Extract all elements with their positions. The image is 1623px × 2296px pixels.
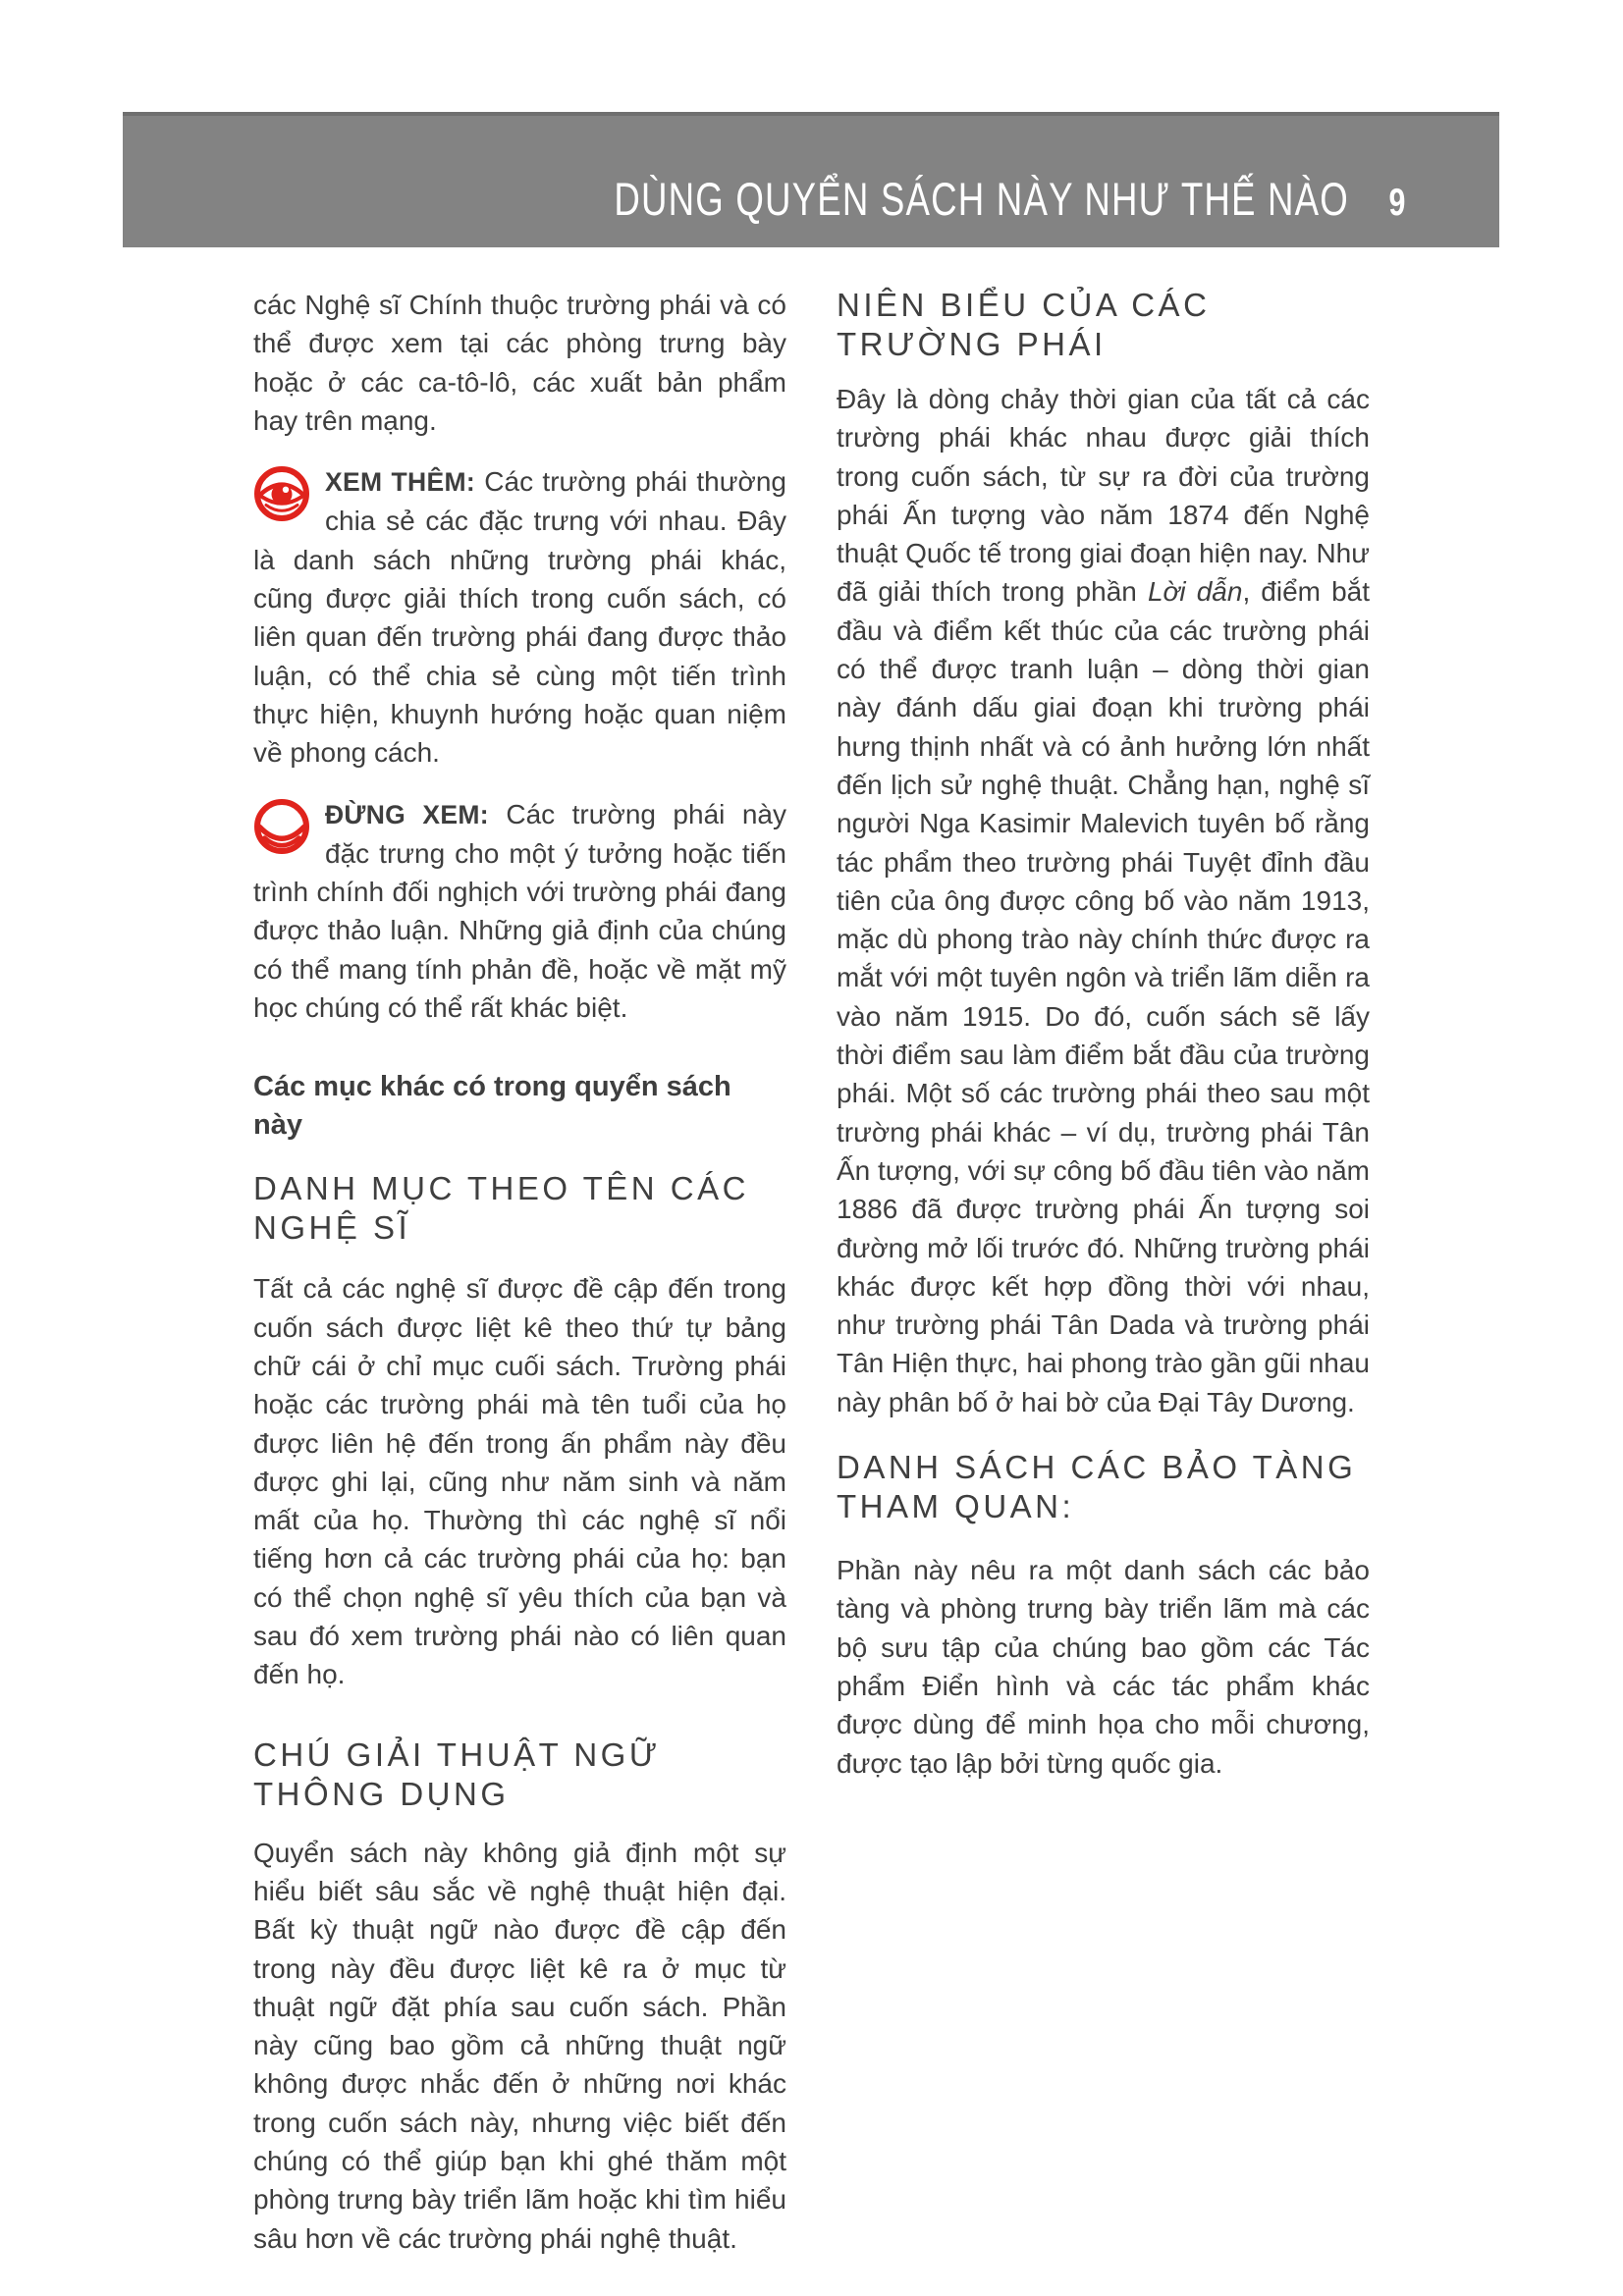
right-column — [837, 286, 1370, 1783]
timeline-paragraph — [837, 380, 1370, 1421]
running-head — [614, 172, 1405, 226]
timeline-text-part2: , điểm bắt đầu và điểm kết thúc của các trường phái có thể được tranh luận – dòng thời gian này đánh dấu giai đoạn khi trường phái hưng thịnh nhất và có ảnh hưởng lớn nhất đến lịch sử nghệ thuật. Chẳng hạn, nghệ sĩ người Nga Kasimir Malevich tuyên bố rằng tác phẩm theo trường phái Tuyệt đỉnh đầu tiên của ông được công bố vào năm 1913, mặc dù phong trào này chính thức được ra mắt với một tuyên ngôn và triển lãm diễn ra vào năm 1915. Do đó, cuốn sách sẽ lấy thời điểm sau làm điểm bắt đầu của trường phái. Một số các trường phái theo sau một trường phái khác – ví dụ, trường phái Tân Ấn tượng, với sự công bố đầu tiên vào năm 1886 đã được trường phái Ấn tượng soi đường mở lối trước đó. Những trường phái khác được kết hợp đồng thời với nhau, như trường phái Tân Dada và trường phái Tân Hiện thực, hai phong trào gần gũi nhau này phân bố ở hai bờ của Đại Tây Dương. — [837, 576, 1370, 1417]
timeline-text-part1: Đây là dòng chảy thời gian của tất cả các trường phái khác nhau được giải thích trong cuốn sách, từ sự ra đời của trường phái Ấn tượng vào năm 1874 đến Nghệ thuật Quốc tế trong giai đoạn hiện nay. Như đã giải thích trong phần — [837, 384, 1370, 608]
artists-index-heading: DANH MỤC THEO TÊN CÁC NGHỆ SĨ — [253, 1170, 749, 1247]
closed-eye-icon — [253, 798, 310, 855]
artists-index-paragraph: Tất cả các nghệ sĩ được đề cập đến trong cuốn sách được liệt kê theo thứ tự bảng chữ cái ở chỉ mục cuối sách. Trường phái hoặc các trường phái mà tên tuổi của họ được liên hệ đến trong ấn phẩm này đều được ghi lại, cũng như năm sinh và năm mất của họ. Thường thì các nghệ sĩ nổi tiếng hơn cả các trường phái của họ: bạn có thể chọn nghệ sĩ yêu thích của bạn và sau đó xem trường phái nào có liên quan đến họ. — [253, 1273, 786, 1690]
dont-see-label: ĐỪNG XEM: — [325, 799, 489, 829]
left-column — [253, 286, 786, 2258]
running-head-title: DÙNG QUYỂN SÁCH NÀY NHƯ THẾ NÀO — [613, 173, 1349, 225]
museums-heading: DANH SÁCH CÁC BẢO TÀNG THAM QUAN: — [837, 1449, 1357, 1525]
see-also-label: XEM THÊM: — [325, 467, 475, 498]
eye-icon — [253, 465, 310, 522]
page-number: 9 — [1388, 182, 1405, 224]
see-also-text: Các trường phái thường chia sẻ các đặc trưng với nhau. Đây là danh sách những trường phái khác, cũng được giải thích trong cuốn sách, có liên quan đến trường phái đang được thảo luận, có thể chia sẻ cùng một tiến trình thực hiện, khuynh hướng hoặc quan niệm về phong cách. — [253, 466, 786, 769]
glossary-heading: CHÚ GIẢI THUẬT NGỮ THÔNG DỤNG — [253, 1735, 661, 1812]
timeline-italic-phrase: Lời dẫn — [1147, 576, 1243, 608]
other-sections-subheading: Các mục khác có trong quyển sách này — [253, 1071, 731, 1142]
dont-see-note — [253, 795, 786, 1028]
museums-paragraph: Phần này nêu ra một danh sách các bảo tàng và phòng trưng bày triển lãm mà các bộ sưu tập của chúng bao gồm các Tác phẩm Điển hình và các tác phẩm khác được dùng để minh họa cho mỗi chương, được tạo lập bởi từng quốc gia. — [837, 1555, 1370, 1779]
see-also-note — [253, 462, 786, 772]
page-header-bar — [123, 112, 1499, 247]
dont-see-text: Các trường phái này đặc trưng cho một ý tưởng hoặc tiến trình chính đối nghịch với trường phái đang được thảo luận. Những giả định của chúng có thể mang tính phản đề, hoặc về mặt mỹ học chúng có thể rất khác biệt. — [253, 798, 786, 1024]
glossary-paragraph: Quyển sách này không giả định một sự hiểu biết sâu sắc về nghệ thuật hiện đại. Bất kỳ thuật ngữ nào được đề cập đến trong này đều được liệt kê ra ở mục từ thuật ngữ đặt phía sau cuốn sách. Phần này cũng bao gồm cả những thuật ngữ không được nhắc đến ở những nơi khác trong cuốn sách này, nhưng việc biết đến chúng có thể giúp bạn khi ghé thăm một phòng trưng bày triển lãm hoặc khi tìm hiểu sâu hơn về các trường phái nghệ thuật. — [253, 1837, 786, 2254]
timeline-heading: NIÊN BIỂU CỦA CÁC TRƯỜNG PHÁI — [837, 287, 1211, 362]
intro-paragraph: các Nghệ sĩ Chính thuộc trường phái và có thể được xem tại các phòng trưng bày hoặc ở các ca-tô-lô, các xuất bản phẩm hay trên mạng. — [253, 290, 786, 436]
